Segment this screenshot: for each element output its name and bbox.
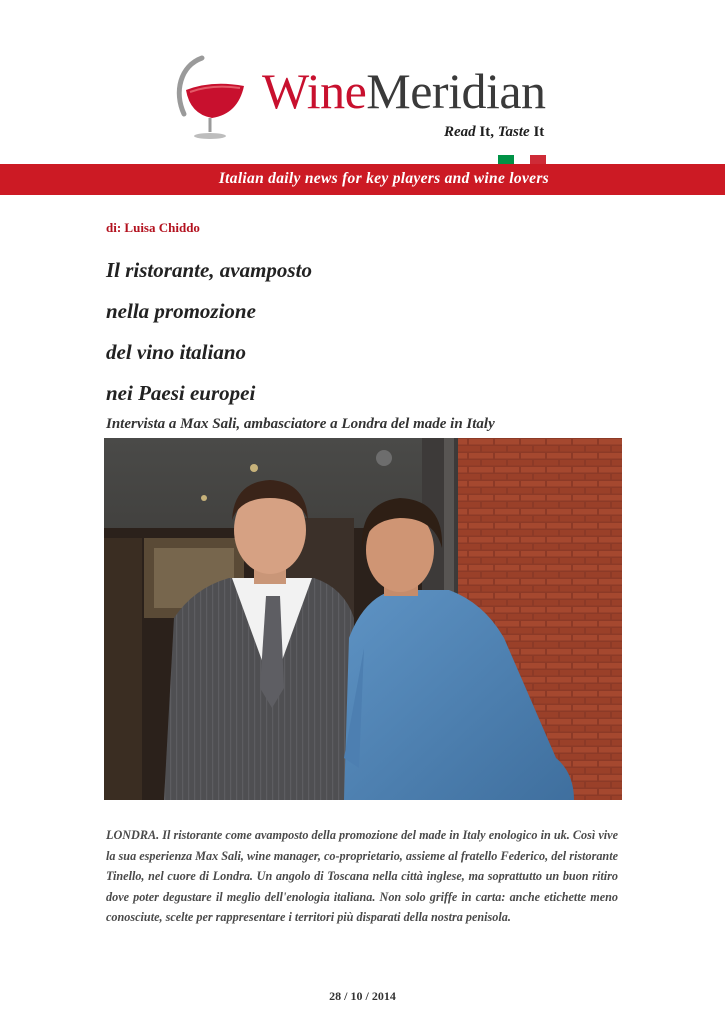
article-body: LONDRA. Il ristorante come avamposto della promozione del made in Italy enologico in uk. Così vive la sua esperienza Max Sali, wine manager, co-proprietario, assieme al fratello Federico, del ristorante Tinello, nel cuore di Londra. Un angolo di Toscana nella città inglese, ma soprattutto un buon ritiro dove poter degustare il meglio dell'enologia italiana. Non solo griffe in carta: anche etichette meno conosciute, scelte per rappresentare i territori più disparati della nostra penisola. xyxy=(106,828,618,924)
brand-logotype xyxy=(262,63,546,119)
page-header xyxy=(0,0,725,200)
article-title-line: Il ristorante, avamposto xyxy=(106,258,312,282)
article-title-line: nella promozione xyxy=(106,299,256,323)
article-title-line: nei Paesi europei xyxy=(106,381,256,405)
article-title-line: del vino italiano xyxy=(106,340,247,364)
wine-glass-logo-icon xyxy=(172,52,252,142)
article-date: 28 / 10 / 2014 xyxy=(329,989,396,1003)
brand-meridian: Meridian xyxy=(366,63,546,119)
brand-tagline xyxy=(444,124,544,141)
tagline-it-1: It, xyxy=(475,124,498,140)
brand-wine: Wine xyxy=(262,63,367,119)
tagline-taste: Taste xyxy=(497,124,530,140)
tagline-it-2: It xyxy=(529,124,545,140)
tagline-read: Read xyxy=(444,124,476,140)
article-photo xyxy=(104,438,622,800)
article-subtitle: Intervista a Max Sali, ambasciatore a Londra del made in Italy xyxy=(106,416,495,432)
banner-text: Italian daily news for key players and wine lovers xyxy=(218,170,549,187)
article-author: di: Luisa Chiddo xyxy=(106,220,200,235)
header-banner xyxy=(0,164,725,195)
